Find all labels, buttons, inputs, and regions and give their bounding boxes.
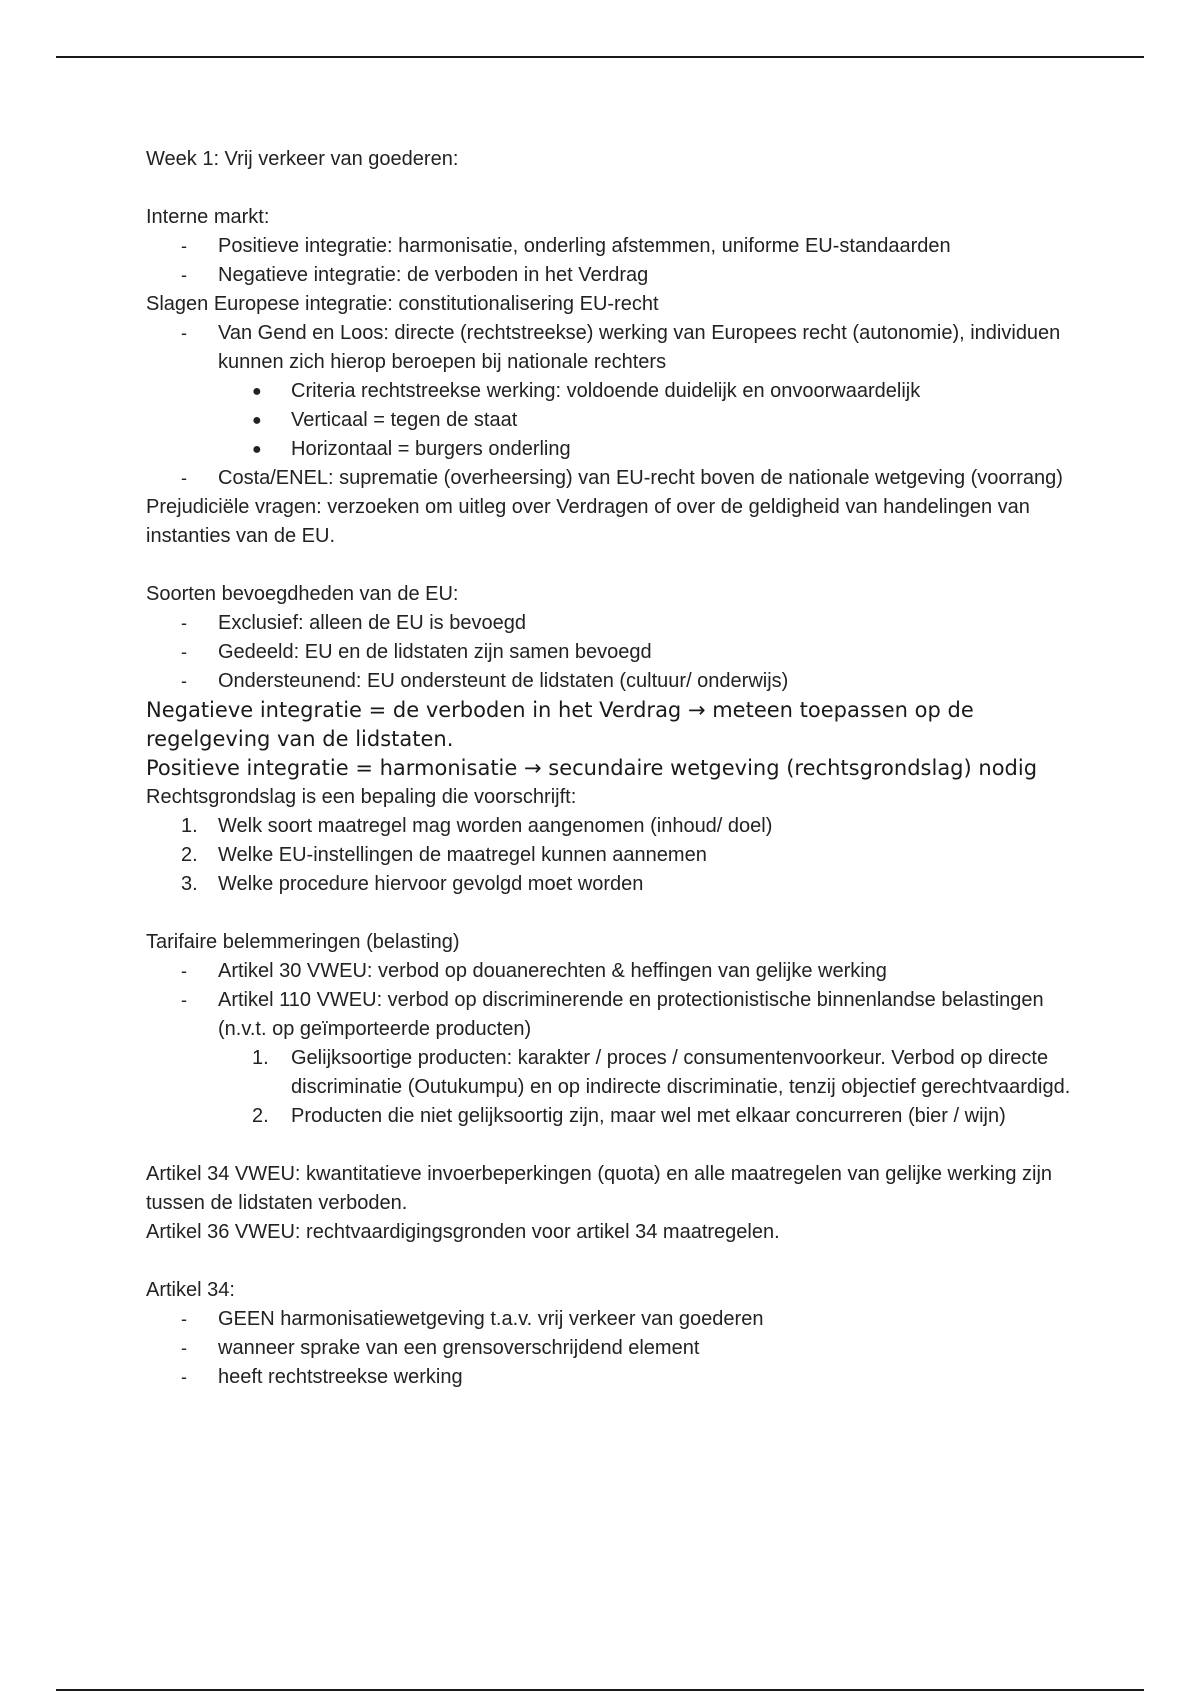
dash-marker: -: [181, 990, 187, 1010]
list-item: ● Horizontaal = burgers onderling: [146, 435, 1076, 464]
dash-marker: -: [181, 1367, 187, 1387]
list-item: - heeft rechtstreekse werking: [146, 1363, 1076, 1392]
section-heading-rechtsgrondslag: Rechtsgrondslag is een bepaling die voorschrijft:: [146, 786, 577, 808]
number-marker: 2.: [181, 844, 198, 866]
list-item: 2. Producten die niet gelijksoortig zijn, maar wel met elkaar concurreren (bier / wijn): [146, 1102, 1076, 1131]
dash-marker: -: [181, 468, 187, 488]
list-item: 3. Welke procedure hiervoor gevolgd moet worden: [146, 870, 1076, 899]
number-marker: 2.: [252, 1105, 269, 1127]
bullet-marker: ●: [252, 383, 262, 400]
bullet-marker: ●: [252, 412, 262, 429]
list-item: - Artikel 30 VWEU: verbod op douanerechten & heffingen van gelijke werking: [146, 957, 1076, 986]
dash-marker: -: [181, 1338, 187, 1358]
section-heading-bevoegdheden: Soorten bevoegdheden van de EU:: [146, 583, 459, 605]
list-item: ● Criteria rechtstreekse werking: voldoende duidelijk en onvoorwaardelijk: [146, 377, 1076, 406]
list-item: - GEEN harmonisatiewetgeving t.a.v. vrij verkeer van goederen: [146, 1305, 1076, 1334]
number-marker: 3.: [181, 873, 198, 895]
document-body: [146, 145, 1076, 1392]
list-item: - Artikel 110 VWEU: verbod op discriminerende en protectionistische binnenlandse belastingen (n.v.t. op geïmporteerde producten): [146, 986, 1076, 1044]
paragraph-artikel-34: Artikel 34 VWEU: kwantitatieve invoerbeperkingen (quota) en alle maatregelen van gelijke werking zijn tussen de lidstaten verboden.: [146, 1163, 1053, 1214]
dash-marker: -: [181, 642, 187, 662]
paragraph-artikel-36: Artikel 36 VWEU: rechtvaardigingsgronden voor artikel 34 maatregelen.: [146, 1221, 780, 1243]
dash-marker: -: [181, 961, 187, 981]
header-rule: [56, 56, 1144, 58]
number-marker: 1.: [252, 1047, 269, 1069]
bullet-marker: ●: [252, 441, 262, 458]
number-marker: 1.: [181, 815, 198, 837]
dash-marker: -: [181, 613, 187, 633]
list-item: 1. Welk soort maatregel mag worden aangenomen (inhoud/ doel): [146, 812, 1076, 841]
section-heading-tarifaire: Tarifaire belemmeringen (belasting): [146, 931, 460, 953]
section-heading-interne-markt: Interne markt:: [146, 206, 270, 228]
list-item: ● Verticaal = tegen de staat: [146, 406, 1076, 435]
dash-marker: -: [181, 323, 187, 343]
dash-marker: -: [181, 265, 187, 285]
dash-marker: -: [181, 236, 187, 256]
list-item: - Negatieve integratie: de verboden in het Verdrag: [146, 261, 1076, 290]
dash-marker: -: [181, 1309, 187, 1329]
section-heading-artikel-34: Artikel 34:: [146, 1279, 235, 1301]
list-item: - Van Gend en Loos: directe (rechtstreekse) werking van Europees recht (autonomie), individuen kunnen zich hierop beroepen bij nationale rechters: [146, 319, 1076, 377]
page-title: Week 1: Vrij verkeer van goederen:: [146, 148, 459, 170]
list-item: - wanneer sprake van een grensoverschrijdend element: [146, 1334, 1076, 1363]
list-item: - Exclusief: alleen de EU is bevoegd: [146, 609, 1076, 638]
paragraph-negatieve-integratie: Negatieve integratie = de verboden in het Verdrag → meteen toepassen op de regelgeving van de lidstaten.: [146, 698, 974, 751]
list-item: - Gedeeld: EU en de lidstaten zijn samen bevoegd: [146, 638, 1076, 667]
list-item: - Positieve integratie: harmonisatie, onderling afstemmen, uniforme EU-standaarden: [146, 232, 1076, 261]
footer-rule: [56, 1689, 1144, 1691]
paragraph-positieve-integratie: Positieve integratie = harmonisatie → secundaire wetgeving (rechtsgrondslag) nodig: [146, 756, 1038, 780]
list-item: - Costa/ENEL: suprematie (overheersing) van EU-recht boven de nationale wetgeving (voorrang): [146, 464, 1076, 493]
list-item: 2. Welke EU-instellingen de maatregel kunnen aannemen: [146, 841, 1076, 870]
paragraph-prejudicieel: Prejudiciële vragen: verzoeken om uitleg over Verdragen of over de geldigheid van handelingen van instanties van de EU.: [146, 496, 1030, 547]
dash-marker: -: [181, 671, 187, 691]
list-item: - Ondersteunend: EU ondersteunt de lidstaten (cultuur/ onderwijs): [146, 667, 1076, 696]
list-item: 1. Gelijksoortige producten: karakter / proces / consumentenvoorkeur. Verbod op directe discriminatie (Outukumpu) en op indirecte discriminatie, tenzij objectief gerechtvaardigd.: [146, 1044, 1076, 1102]
section-heading-slagen: Slagen Europese integratie: constitutionalisering EU-recht: [146, 293, 659, 315]
